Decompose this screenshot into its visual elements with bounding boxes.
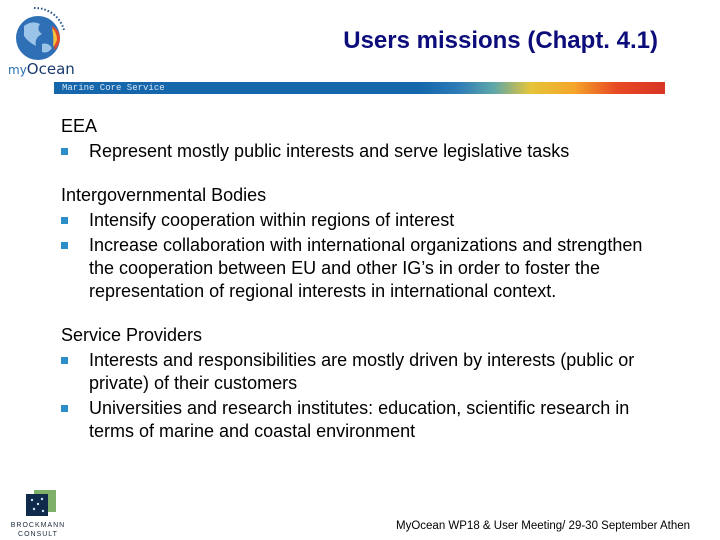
section-heading: Service Providers	[61, 325, 203, 345]
bullet-text: Universities and research institutes: education, scientific research in terms of marine and coastal environment	[89, 398, 630, 441]
square-bullet-icon	[61, 217, 68, 224]
section-heading: EEA	[61, 116, 98, 136]
myocean-logo-text	[8, 60, 75, 78]
bullet-item	[61, 209, 671, 232]
section-service-providers	[61, 324, 671, 443]
logo-name: Ocean	[26, 60, 75, 78]
globe-icon	[8, 4, 78, 66]
banner-text: Marine Core Service	[62, 83, 165, 93]
section-heading: Intergovernmental Bodies	[61, 185, 267, 205]
logo-prefix: my	[8, 63, 27, 77]
bullet-item	[61, 234, 671, 303]
square-bullet-icon	[61, 148, 68, 155]
brockmann-cube-icon	[14, 490, 64, 516]
square-bullet-icon	[61, 242, 68, 249]
bullet-item	[61, 140, 671, 163]
header-banner	[54, 82, 665, 94]
brockmann-consult-logo	[10, 490, 66, 538]
footer-text: MyOcean WP18 & User Meeting/ 29-30 September Athen	[396, 520, 691, 532]
square-bullet-icon	[61, 405, 68, 412]
page-title: Users missions (Chapt. 4.1)	[343, 27, 658, 54]
bullet-text: Intensify cooperation within regions of interest	[89, 210, 455, 230]
bullet-text: Increase collaboration with international organizations and strengthen the cooperation between EU and other IG’s in order to foster the representation of regional interests in international context.	[89, 235, 643, 301]
square-bullet-icon	[61, 357, 68, 364]
bullet-item	[61, 397, 671, 443]
bullet-item	[61, 349, 671, 395]
slide-content	[61, 115, 671, 464]
bullet-text: Represent mostly public interests and serve legislative tasks	[89, 141, 570, 161]
section-intergovernmental-bodies	[61, 184, 671, 303]
bullet-text: Interests and responsibilities are mostly driven by interests (public or private) of their customers	[89, 350, 635, 393]
logo-line2: CONSULT	[18, 531, 58, 538]
brockmann-text	[8, 521, 68, 539]
logo-line1: BROCKMANN	[10, 522, 66, 529]
section-eea	[61, 115, 671, 163]
